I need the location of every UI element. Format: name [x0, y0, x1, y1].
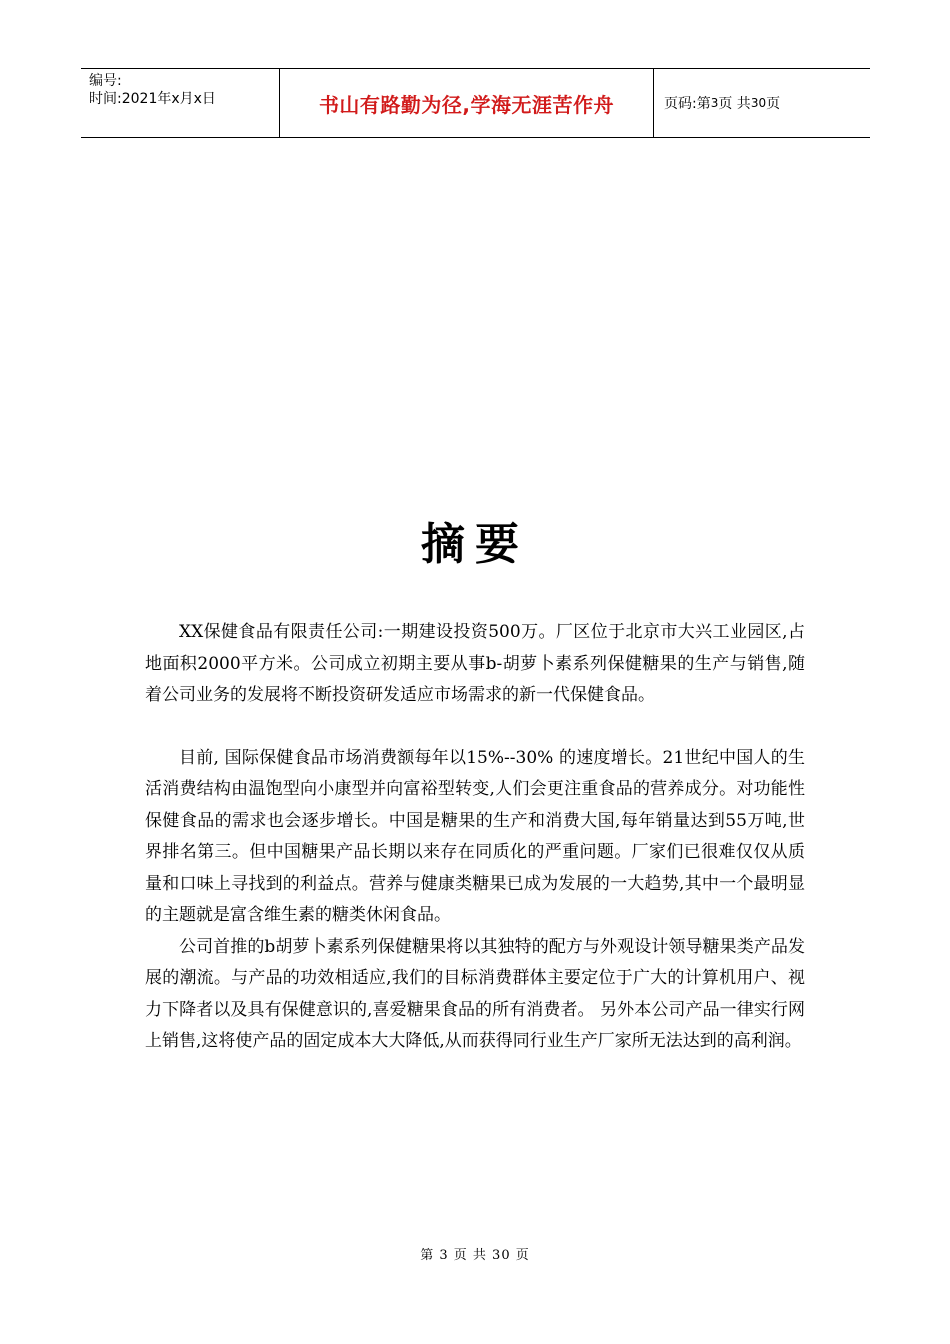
document-body [145, 617, 805, 1058]
page-mid-label: 页 共 [718, 96, 751, 112]
page-end-label: 页 [766, 96, 781, 112]
document-time-label: 时间:2021年x月x日 [89, 91, 216, 107]
page-total: 30 [750, 96, 767, 110]
header-motto: 书山有路勤为径,学海无涯苦作舟 [318, 92, 615, 117]
page-footer: 第 3 页 共 30 页 [420, 1248, 530, 1263]
page-label: 页码:第 [664, 96, 711, 112]
body-paragraph: 目前, 国际保健食品市场消费额每年以15%--30% 的速度增长。21世纪中国人的生活消费结构由温饱型向小康型并向富裕型转变,人们会更注重食品的营养成分。对功能性保健食品的需求也会逐步增长。中国是糖果的生产和消费大国,每年销量达到55万吨,世界排名第三。但中国糖果产品长期以来存在同质化的严重问题。厂家们已很难仅仅从质量和口味上寻找到的利益点。营养与健康类糖果已成为发展的一大趋势,其中一个最明显的主题就是富含维生素的糖类休闲食品。 [145, 747, 805, 925]
header-motto-cell [280, 69, 654, 137]
document-title: 摘要 [421, 519, 529, 570]
page-header [81, 68, 870, 138]
header-meta-cell [81, 69, 280, 137]
body-paragraph: 公司首推的b胡萝卜素系列保健糖果将以其独特的配方与外观设计领导糖果类产品发展的潮流。与产品的功效相适应,我们的目标消费群体主要定位于广大的计算机用户、视力下降者以及具有保健意识的,喜爱糖果食品的所有消费者。 另外本公司产品一律实行网上销售,这将使产品的固定成本大大降低,从而获得同行业生产厂家所无法达到的高利润。 [145, 936, 805, 1051]
document-number-label: 编号: [89, 73, 122, 89]
header-page-cell [654, 69, 870, 137]
page-current: 3 [710, 96, 719, 110]
body-paragraph: XX保健食品有限责任公司:一期建设投资500万。厂区位于北京市大兴工业园区,占地面积2000平方米。公司成立初期主要从事b-胡萝卜素系列保健糖果的生产与销售,随着公司业务的发展将不断投资研发适应市场需求的新一代保健食品。 [145, 622, 805, 705]
